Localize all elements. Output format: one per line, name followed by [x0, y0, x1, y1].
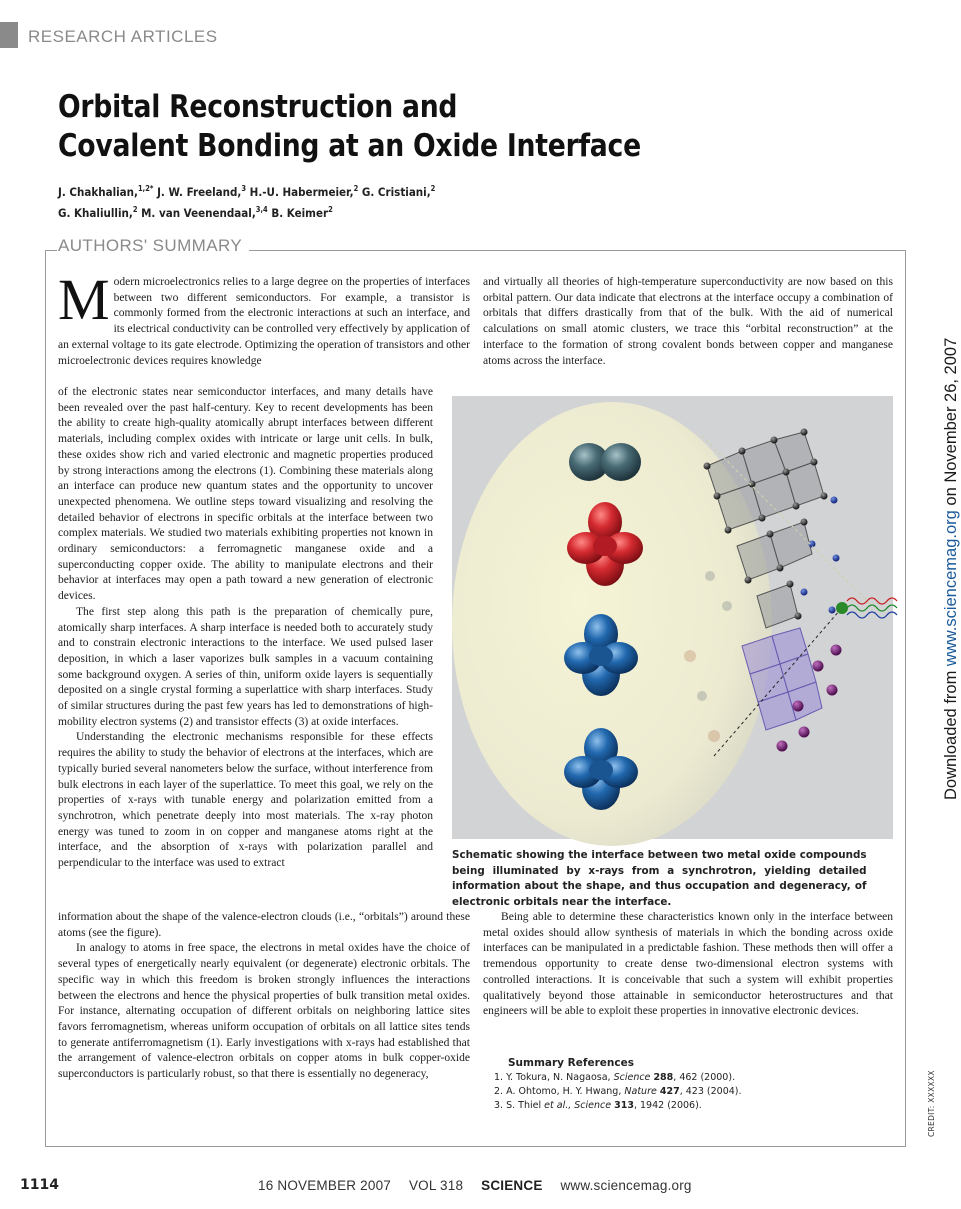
- title-line-2: Covalent Bonding at an Oxide Interface: [58, 128, 641, 164]
- reference-item: 1. Y. Tokura, N. Nagaosa, Science 288, 462 (2000).: [494, 1072, 736, 1083]
- summary-paragraph-1a: Modern microelectronics relies to a large degree on the properties of interfaces between two different semiconductors. For example, a transistor is commonly formed from the electronic interactions at such an interface, and its electrical conductivity can be controlled very effectively by application of an external voltage to its gate electrode. Optimizing the operation of transistors and other microelectronic devices requires knowledge: [58, 267, 470, 367]
- drop-cap: M: [58, 267, 110, 332]
- summary-column-right-top: [483, 275, 893, 369]
- summary-column-left-narrow: [58, 385, 433, 872]
- title-line-1: Orbital Reconstruction and: [58, 89, 458, 125]
- summary-column-right-bottom: [483, 910, 893, 1020]
- volume-number: VOL 318: [408, 1178, 464, 1193]
- summary-references: [494, 1056, 894, 1113]
- summary-paragraph-1b: of the electronic states near semiconductor interfaces, and many details have been revealed over the past half-century. Key to recent developments has been the ability to create high-quality atomically abrupt interfaces between different materials, including complex oxides with intricate or large unit cells. In bulk, these oxides show rich and varied electronic and magnetic properties produced by strong interactions among the electrons (1). Combining these materials along an interface can produce new quantum states and the opportunity to uncover unexpected phenomena. We outline steps toward visualizing and resolving the detailed behavior of electrons in specific orbitals at the interface between two complex materials. We studied two materials exhibiting properties not known in ordinary semiconductors: a ferromagnetic manganese oxide and a superconducting copper oxide. The ability to manipulate electrons and their behavior at interfaces may open a path toward a new generation of electronic devices.: [58, 386, 433, 603]
- summary-paragraph-3a: Understanding the electronic mechanisms responsible for these effects requires the ability to study the behavior of electrons at the interfaces, which are typically buried several nanometers below the surface, without interference from bulk electrons in each layer of the superlattice. To meet this goal, we rely on the properties of x-rays with tunable energy and polarization emitted from a synchrotron, which penetrate deeply into most materials. The x-ray photon energy was tuned to zoom in on copper and manganese atoms right at the interface, and the absorption of x-rays with polarization parallel and perpendicular to the interface was used to extract: [58, 731, 433, 870]
- section-label: RESEARCH ARTICLES: [28, 27, 218, 46]
- summary-paragraph-6: Being able to determine these characteristics known only in the interface between metal oxides should allow synthesis of materials in which the bonding across oxide interfaces can be manipulated in a predictable fashion. These methods then will offer a tremendous opportunity to create dense two-dimensional electron systems with controlled interactions. It is conceivable that such a system will exhibit properties qualitatively beyond those attainable in semiconductor heterostructures and that engineers will be able to exploit these properties in innovative electronic devices.: [483, 911, 893, 1018]
- author: G. Cristiani,$^2$: [361, 184, 436, 199]
- summary-paragraph-5: and virtually all theories of high-temperature superconductivity are now based on this orbital pattern. Our data indicate that electrons at the interface occupy a combination of orbitals that differs drastically from that of the bulk. With the aid of numerical calculations on small atomic clusters, we trace this “orbital reconstruction” at the interface to the formation of strong covalent bonds between copper and manganese atoms across the interface.: [483, 276, 893, 367]
- focus-atom: [836, 602, 848, 614]
- references-title: Summary References: [508, 1057, 634, 1069]
- journal-name: SCIENCE: [481, 1178, 543, 1193]
- summary-column-left-bottom: [58, 910, 470, 1083]
- figure-caption: Schematic showing the interface between two metal oxide compounds being illuminated by x-rays from a synchrotron, yielding detailed information about the shape, and thus occupation and degeneracy, of electronic orbitals near the interface.: [452, 848, 867, 908]
- author: G. Khaliullin,$^2$: [58, 204, 138, 220]
- page-number: 1114: [20, 1177, 59, 1193]
- page-footer: [258, 1178, 692, 1193]
- download-notice: Downloaded from www.sciencemag.org on November 26, 2007: [942, 337, 960, 800]
- reference-item: 2. A. Ohtomo, H. Y. Hwang, Nature 427, 423 (2004).: [494, 1086, 742, 1097]
- author: J. Chakhalian,$^{1,2*}$: [58, 184, 154, 199]
- author-list: [58, 180, 526, 222]
- summary-paragraph-3b: information about the shape of the valence-electron clouds (i.e., “orbitals”) around these atoms (see the figure).: [58, 911, 470, 939]
- issue-date: 16 NOVEMBER 2007: [258, 1178, 392, 1193]
- reference-item: 3. S. Thiel et al., Science 313, 1942 (2006).: [494, 1100, 702, 1111]
- summary-paragraph-4: In analogy to atoms in free space, the electrons in metal oxides have the choice of several types of energetically nearly equivalent (or degenerate) electronic orbitals. The specific way in which this freedom is broken strongly influences the interactions between the electrons and hence the physical properties of bulk transition metal oxides. For instance, alternating occupation of different orbitals on neighboring lattice sites favors ferromagnetism, whereas uniform occupation of orbitals on all lattice sites tends to generate antiferromagnetism (1). Early investigations with x-rays had established that the arrangement of valence-electron orbitals on copper atoms in bulk copper-oxide superconductors is particularly robust, so that there is essentially no degeneracy,: [58, 942, 470, 1081]
- author: J. W. Freeland,$^3$: [157, 184, 247, 199]
- author: H.-U. Habermeier,$^2$: [249, 184, 359, 199]
- image-credit: CREDIT: XXXXXX: [927, 1070, 936, 1137]
- summary-paragraph-2: The first step along this path is the preparation of chemically pure, atomically sharp interfaces. A sharp interface is needed both to accurately study and to constrain electronic interactions to the interface. We used pulsed laser deposition, in which a laser vaporizes bulk samples in a vacuum containing some background oxygen. A series of thin, uniform oxide layers is sequentially deposited on a single crystal forming a superlattice with sharp interfaces. Study of similar structures during the past few years has led to demonstrations of high-mobility electron systems (2) and transistor effects (3) at oxide interfaces.: [58, 605, 433, 728]
- article-title: [58, 88, 660, 166]
- author: B. Keimer$^2$: [271, 204, 333, 220]
- orbital-schematic-figure: [452, 396, 893, 839]
- xray-waves: [847, 598, 897, 618]
- sciencemag-link[interactable]: www.sciencemag.org: [942, 510, 960, 667]
- summary-heading: AUTHORS' SUMMARY: [58, 236, 243, 255]
- orbital-schematic-illustration: [452, 396, 893, 839]
- journal-website[interactable]: www.sciencemag.org: [560, 1178, 692, 1193]
- author: M. van Veenendaal,$^{3,4}$: [141, 204, 268, 220]
- section-marker: [0, 22, 18, 48]
